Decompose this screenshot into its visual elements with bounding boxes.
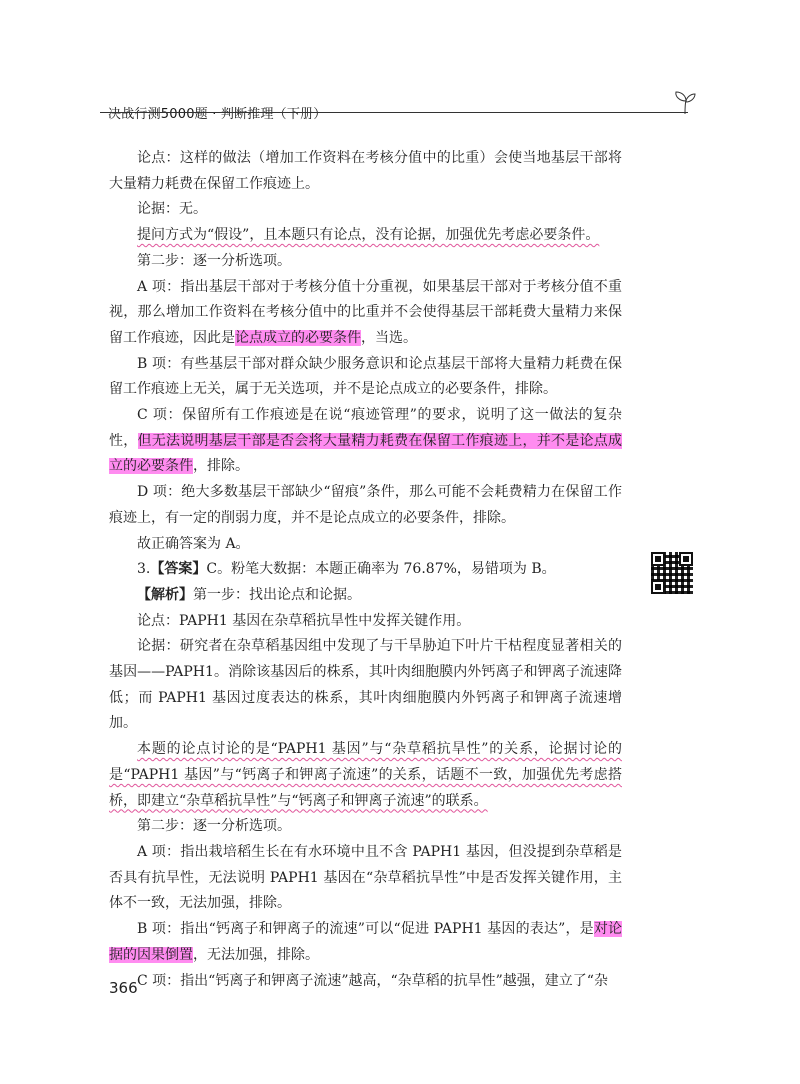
option-c-paragraph: C 项：指出“钙离子和钾离子流速”越高，“杂草稻的抗旱性”越强，建立了“杂 bbox=[137, 972, 608, 989]
analysis-label: 【解析】 bbox=[137, 586, 193, 603]
qr-code bbox=[651, 552, 693, 594]
question-3-answer: 3.【答案】C。粉笔大数据：本题正确率为 76.87%，易错项为 B。 bbox=[137, 561, 556, 578]
option-a-paragraph: A 项：指出栽培稻生长在有水环境中且不含 PAPH1 基因，但没提到杂草稻是否具有抗旱性，无法说明 PAPH1 基因在“杂草稻抗旱性”中是否发挥关键作用，主体不一致，无法加强，排除。 bbox=[109, 843, 622, 912]
option-c-paragraph: C 项：保留所有工作痕迹是在说“痕迹管理”的要求，说明了这一做法的复杂性，但无法说明基层干部是否会将大量精力耗费在保留工作痕迹上，并不是论点成立的必要条件，排除。 bbox=[109, 407, 622, 475]
argument-paragraph: 论点：这样的做法（增加工作资料在考核分值中的比重）会使当地基层干部将大量精力耗费在保留工作痕迹上。 bbox=[109, 150, 622, 192]
option-d-paragraph: D 项：绝大多数基层干部缺少“留痕”条件，那么可能不会耗费精力在保留工作痕迹上，有一定的削弱力度，并不是论点成立的必要条件，排除。 bbox=[109, 484, 622, 526]
step-two-paragraph: 第二步：逐一分析选项。 bbox=[137, 818, 291, 835]
step-two-paragraph: 第二步：逐一分析选项。 bbox=[137, 252, 291, 269]
qr-finder bbox=[679, 552, 693, 566]
option-a-paragraph: A 项：指出基层干部对于考核分值十分重视，如果基层干部对于考核分值不重视，那么增加工作资料在考核分值中的比重并不会使得基层干部耗费大量精力来保留工作痕迹，因此是论点成立的必要条件，当选。 bbox=[109, 278, 622, 346]
qr-finder bbox=[651, 552, 665, 566]
running-header: 决战行测5000题 · 判断推理（下册） bbox=[108, 103, 332, 122]
option-b-paragraph: B 项：指出“钙离子和钾离子的流速”可以“促进 PAPH1 基因的表达”，是对论据的因果倒置，无法加强，排除。 bbox=[109, 921, 622, 963]
evidence-paragraph: 论据：研究者在杂草稻基因组中发现了与干旱胁迫下叶片干枯程度显著相关的基因——PAPH1。消除该基因后的株系，其叶肉细胞膜内外钙离子和钾离子流速降低；而 PAPH1 基因过度表达的株系，其叶肉细胞膜内外钙离子和钾离子流速增加。 bbox=[109, 638, 622, 732]
highlighted-text: 论点成立的必要条件 bbox=[235, 329, 361, 346]
option-b-paragraph: B 项：有些基层干部对群众缺少服务意识和论点基层干部将大量精力耗费在保留工作痕迹上无关，属于无关选项，并不是论点成立的必要条件，排除。 bbox=[109, 355, 622, 398]
answer-paragraph: 故正确答案为 A。 bbox=[137, 535, 250, 552]
answer-label: 【答案】 bbox=[150, 561, 207, 578]
question-type-paragraph bbox=[109, 223, 622, 249]
header-rule bbox=[100, 112, 688, 113]
page-number: 366 bbox=[109, 979, 138, 997]
bridging-paragraph bbox=[109, 737, 622, 814]
underlined-note: 本题的论点讨论的是“PAPH1 基因”与“杂草稻抗旱性”的关系，论据讨论的是“PAPH1 基因”与“钙离子和钾离子流速”的关系，话题不一致，加强优先考虑搭桥，即建立“杂草稻抗旱性”与“钙离子和钾离子流速”的联系。 bbox=[109, 741, 622, 809]
highlighted-text: 对论据的因果倒置 bbox=[109, 921, 622, 963]
sprout-icon bbox=[670, 90, 700, 116]
underlined-note: 提问方式为“假设”，且本题只有论点，没有论据，加强优先考虑必要条件。 bbox=[137, 227, 600, 244]
evidence-paragraph: 论据：无。 bbox=[137, 201, 207, 218]
analysis-paragraph: 【解析】第一步：找出论点和论据。 bbox=[137, 586, 361, 603]
highlighted-text: 但无法说明基层干部是否会将大量精力耗费在保留工作痕迹上，并不是论点成立的必要条件 bbox=[109, 432, 622, 475]
answer-explanation-body bbox=[109, 146, 622, 994]
qr-finder bbox=[651, 580, 665, 594]
argument-paragraph: 论点：PAPH1 基因在杂草稻抗旱性中发挥关键作用。 bbox=[137, 612, 471, 629]
